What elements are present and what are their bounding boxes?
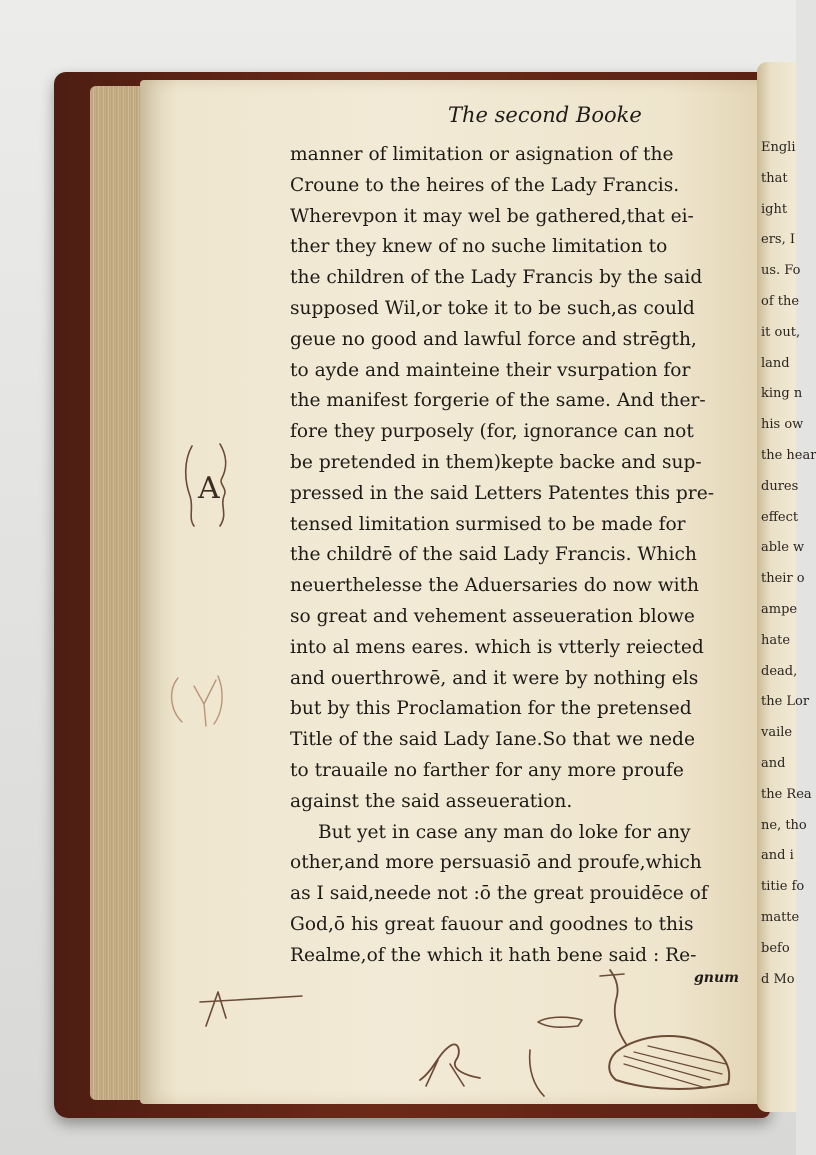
next-page-fragment: vaile <box>761 725 793 741</box>
text-line: But yet in case any man do loke for any <box>318 821 691 843</box>
text-line: but by this Proclamation for the pretensed <box>290 698 692 720</box>
next-page-fragment: ers, I <box>761 232 795 248</box>
next-page-fragment: d Mo <box>761 971 795 987</box>
text-line: manner of limitation or asignation of the <box>290 144 674 165</box>
text-line: other,and more persuasiō and proufe,which <box>290 852 702 874</box>
next-page-fragment: matte <box>761 910 800 925</box>
next-page-fragment: dead, <box>761 663 798 679</box>
next-page-fragment: hate <box>761 632 791 648</box>
next-page-fragment: and <box>761 756 786 771</box>
next-page-fragment: the Lor <box>761 694 810 710</box>
text-line: Wherevpon it may wel be gathered,that ei- <box>290 205 694 227</box>
text-line: the manifest forgerie of the same. And ther- <box>290 390 706 412</box>
text-line: to trauaile no farther for any more proufe <box>290 759 684 781</box>
text-line: into al mens eares. which is vtterly reiected <box>290 636 704 658</box>
next-page-fragment: of the <box>761 294 800 309</box>
next-page-fragment: their o <box>761 571 805 587</box>
catchword: gnum <box>694 970 739 986</box>
text-line: pressed in the said Letters Patentes this pre- <box>290 482 714 504</box>
text-line: the children of the Lady Francis by the said <box>290 267 703 289</box>
text-line: the childrē of the said Lady Francis. Which <box>290 544 697 566</box>
next-page-fragment: king n <box>761 386 803 402</box>
next-page-fragment: ight <box>761 201 788 217</box>
next-page-fragment: that <box>761 170 788 186</box>
text-line: neuerthelesse the Aduersaries do now with <box>290 575 700 597</box>
next-page-fragment: it out, <box>761 324 801 340</box>
text-line: fore they purposely (for, ignorance can not <box>290 421 694 443</box>
text-line: to ayde and mainteine their vsurpation for <box>290 359 691 381</box>
text-line: against the said asseueration. <box>290 790 573 812</box>
running-head: The second Booke <box>448 103 642 127</box>
bottom-doodle-left <box>196 978 316 1038</box>
text-line: and ouerthrowē, and it were by nothing els <box>290 667 699 689</box>
next-page-fragment: and i <box>761 848 794 864</box>
body-text <box>290 140 768 972</box>
text-line: Title of the said Lady Iane.So that we nede <box>290 729 695 751</box>
next-page-fragment: the Rea <box>761 786 812 802</box>
text-line: Croune to the heires of the Lady Francis. <box>290 174 680 196</box>
text-line: God,ō his great fauour and goodnes to this <box>290 913 694 935</box>
next-page-fragment: his ow <box>761 417 804 433</box>
margin-bracket-annotation <box>180 440 240 530</box>
text-line: tensed limitation surmised to be made for <box>290 513 686 535</box>
next-page-fragment: effect <box>761 509 799 525</box>
text-line: so great and vehement asseueration blowe <box>290 605 695 627</box>
next-page-fragment: titie fo <box>761 879 805 895</box>
faint-margin-mark <box>164 660 234 740</box>
next-page-fragment: able w <box>761 540 805 556</box>
next-page-fragment: ampe <box>761 602 798 617</box>
next-page-fragment: ne, tho <box>761 817 807 833</box>
text-line: supposed Wil,or toke it to be such,as could <box>290 297 695 319</box>
text-line: Realme,of the which it hath bene said : Re- <box>290 944 697 966</box>
next-page-fragment: the hear <box>761 448 816 463</box>
next-page-fragment: us. Fo <box>761 263 801 279</box>
text-line: ther they knew of no suche limitation to <box>290 236 668 258</box>
next-page-fragment: befo <box>761 940 790 956</box>
text-line: be pretended in them)kepte backe and sup- <box>290 451 702 473</box>
bottom-doodle-figures <box>410 960 750 1110</box>
text-line: geue no good and lawful force and strēgth, <box>290 328 697 350</box>
next-page-fragment: dures <box>761 478 799 494</box>
next-page-fragment: land <box>761 355 790 371</box>
margin-letter: A <box>198 471 220 506</box>
next-page-fragment: Engli <box>761 140 796 155</box>
text-line: as I said,neede not :ō the great prouidēce of <box>290 883 708 905</box>
